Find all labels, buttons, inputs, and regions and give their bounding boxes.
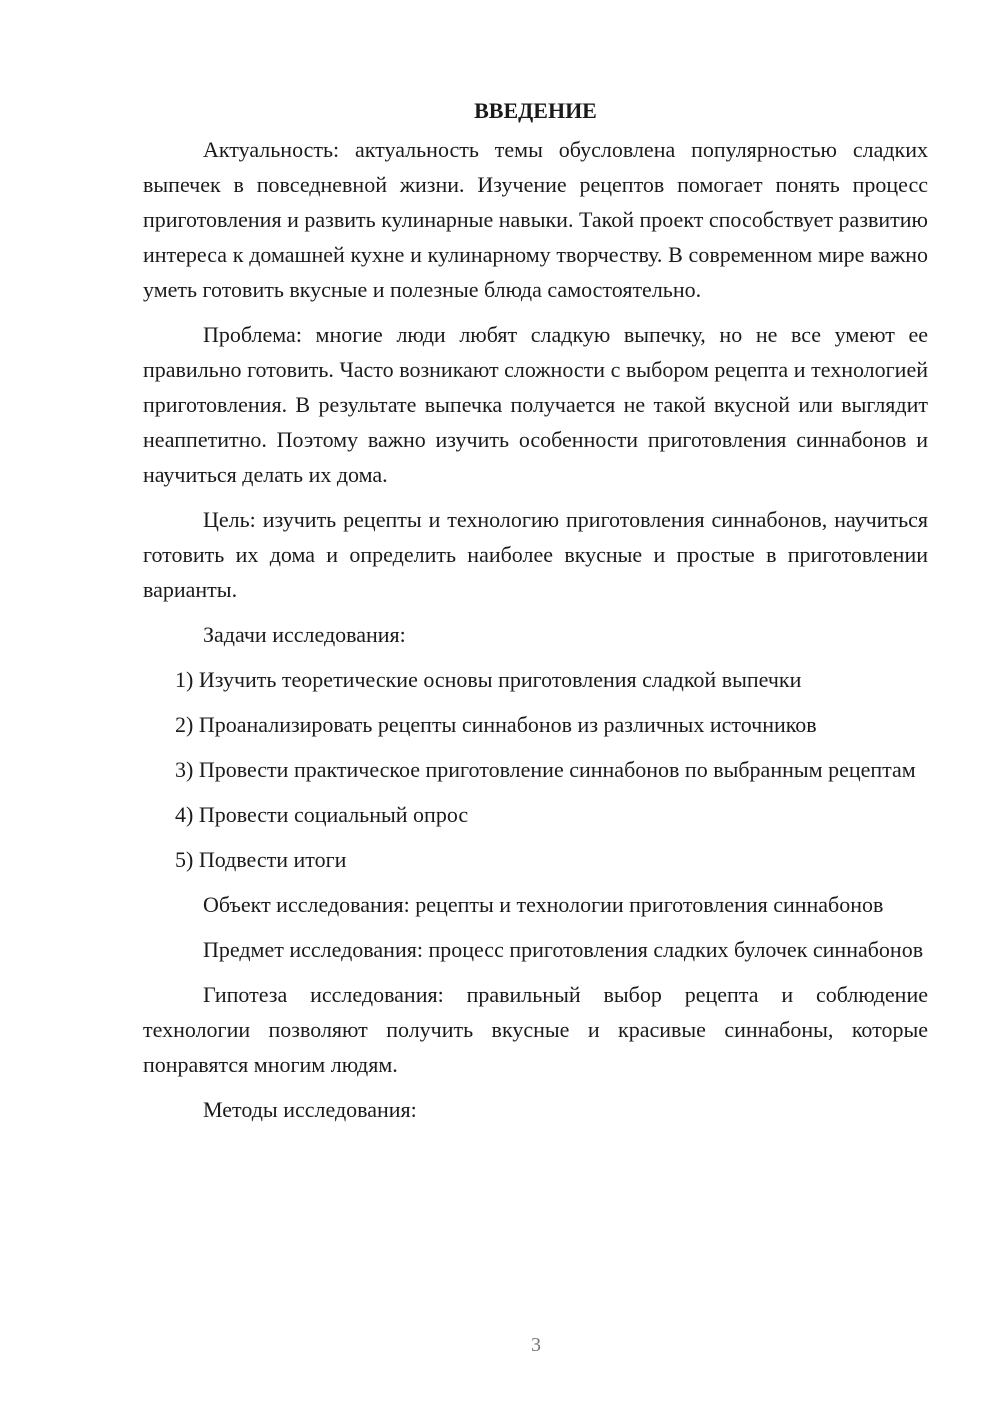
paragraph-relevance: Актуальность: актуальность темы обусловлена популярностью сладких выпечек в повседневной жизни. Изучение рецептов помогает понять процесс приготовления и развить кулинарные навыки. Такой проект способствует развитию интереса к домашней кухне и кулинарному творчеству. В современном мире важно уметь готовить вкусные и полезные блюда самостоятельно. xyxy=(143,137,928,302)
task-item-1: 1) Изучить теоретические основы приготовления сладкой выпечки xyxy=(175,667,802,692)
paragraph-goal: Цель: изучить рецепты и технологию приготовления синнабонов, научиться готовить их дома и определить наиболее вкусные и простые в приготовлении варианты. xyxy=(143,507,928,602)
task-item-5: 5) Подвести итоги xyxy=(175,847,347,872)
task-item-3: 3) Провести практическое приготовление синнабонов по выбранным рецептам xyxy=(175,757,916,782)
page-number: 3 xyxy=(531,1334,541,1356)
task-item-2: 2) Проанализировать рецепты синнабонов из различных источников xyxy=(175,712,817,737)
page-title: ВВЕДЕНИЕ xyxy=(474,98,597,123)
paragraph-subject: Предмет исследования: процесс приготовления сладких булочек синнабонов xyxy=(203,937,924,962)
paragraph-methods: Методы исследования: xyxy=(203,1097,417,1122)
paragraph-problem: Проблема: многие люди любят сладкую выпечку, но не все умеют ее правильно готовить. Часто возникают сложности с выбором рецепта и технологией приготовления. В результате выпечка получается не такой вкусной или выглядит неаппетитно. Поэтому важно изучить особенности приготовления синнабонов и научиться делать их дома. xyxy=(143,322,928,487)
paragraph-tasks-heading: Задачи исследования: xyxy=(203,622,406,647)
task-item-4: 4) Провести социальный опрос xyxy=(175,802,469,827)
document-page xyxy=(143,96,928,1137)
paragraph-object: Объект исследования: рецепты и технологии приготовления синнабонов xyxy=(203,892,884,917)
paragraph-hypothesis: Гипотеза исследования: правильный выбор рецепта и соблюдение технологии позволяют получить вкусные и красивые синнабоны, которые понравятся многим людям. xyxy=(143,982,928,1077)
